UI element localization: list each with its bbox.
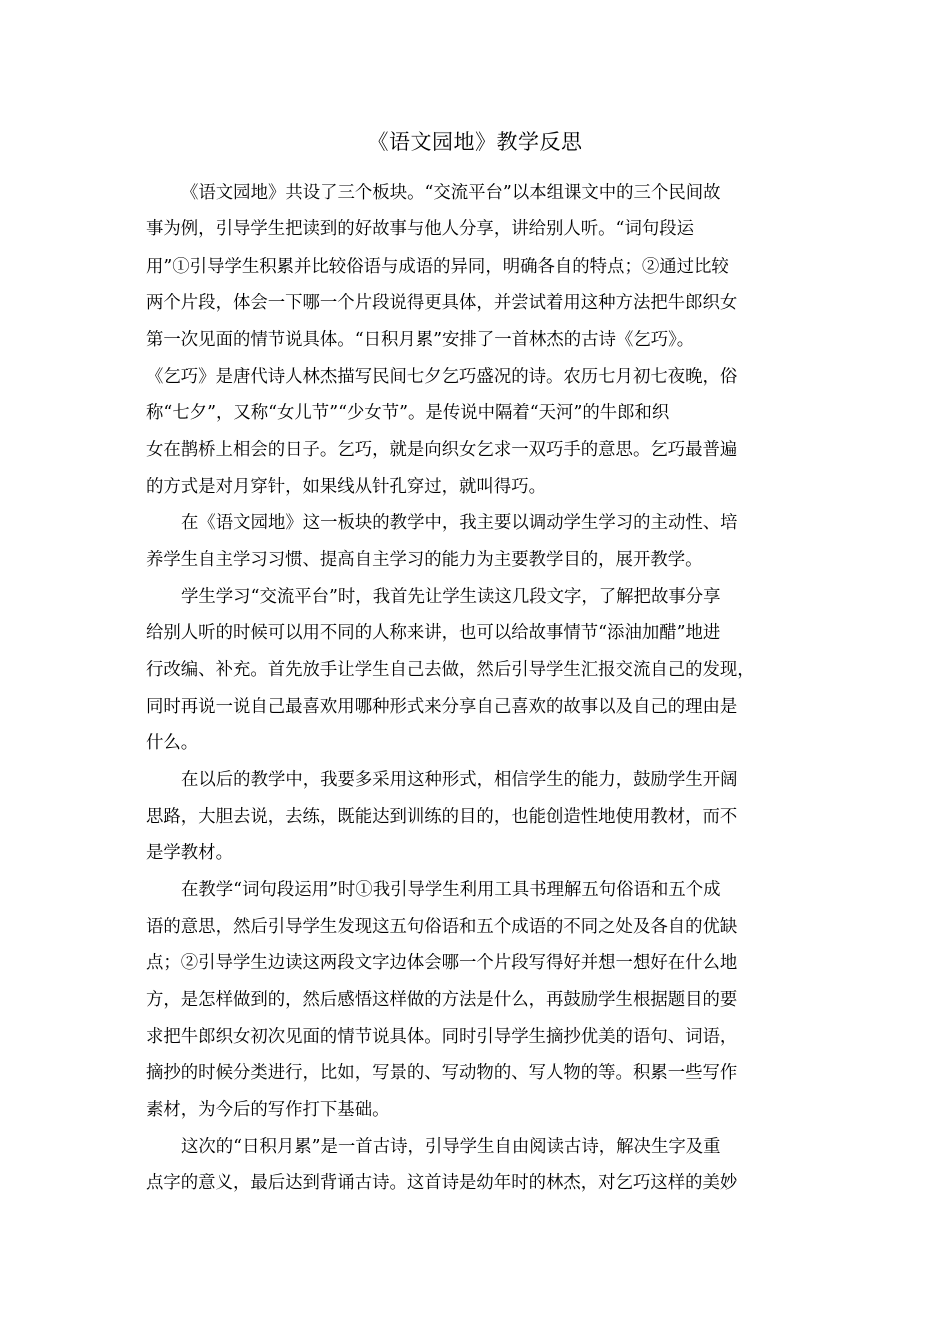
body-line: 用”①引导学生积累并比较俗语与成语的异同，明确各自的特点；②通过比较 bbox=[146, 257, 729, 277]
body-line: 思路，大胆去说，去练，既能达到训练的目的，也能创造性地使用教材，而不 bbox=[146, 807, 738, 827]
body-line: 在《语文园地》这一板块的教学中，我主要以调动学生学习的主动性、培 bbox=[181, 513, 738, 533]
body-line: 素材，为今后的写作打下基础。 bbox=[146, 1100, 390, 1120]
body-line: 求把牛郎织女初次见面的情节说具体。同时引导学生摘抄优美的语句、词语， bbox=[146, 1027, 738, 1047]
body-line: 第一次见面的情节说具体。“日积月累”安排了一首林杰的古诗《乞巧》。 bbox=[146, 330, 695, 350]
body-line: 点；②引导学生边读这两段文字边体会哪一个片段写得好并想一想好在什么地 bbox=[146, 953, 738, 973]
body-line: 的方式是对月穿针，如果线从针孔穿过，就叫得巧。 bbox=[146, 477, 546, 497]
body-line: 是学教材。 bbox=[146, 843, 233, 863]
body-line: 行改编、补充。首先放手让学生自己去做，然后引导学生汇报交流自己的发现， bbox=[146, 660, 755, 680]
body-line: 在以后的教学中，我要多采用这种形式，相信学生的能力，鼓励学生开阔 bbox=[181, 770, 738, 790]
body-line: 点字的意义，最后达到背诵古诗。这首诗是幼年时的林杰，对乞巧这样的美妙 bbox=[146, 1173, 738, 1193]
body-line: 这次的“日积月累”是一首古诗，引导学生自由阅读古诗，解决生字及重 bbox=[181, 1137, 721, 1157]
document-title: 《语文园地》教学反思 bbox=[367, 130, 583, 154]
body-line: 养学生自主学习习惯、提高自主学习的能力为主要教学目的，展开教学。 bbox=[146, 550, 703, 570]
body-line: 摘抄的时候分类进行，比如，写景的、写动物的、写人物的等。积累一些写作 bbox=[146, 1063, 738, 1083]
body-line: 同时再说一说自己最喜欢用哪种形式来分享自己喜欢的故事以及自己的理由是 bbox=[146, 697, 738, 717]
body-line: 《乞巧》是唐代诗人林杰描写民间七夕乞巧盛况的诗。农历七月初七夜晚，俗 bbox=[146, 367, 738, 387]
body-line: 方，是怎样做到的，然后感悟这样做的方法是什么，再鼓励学生根据题目的要 bbox=[146, 990, 738, 1010]
body-line: 事为例，引导学生把读到的好故事与他人分享，讲给别人听。“词句段运 bbox=[146, 219, 695, 239]
body-line: 给别人听的时候可以用不同的人称来讲，也可以给故事情节“添油加醋”地进 bbox=[146, 623, 721, 643]
body-line: 什么。 bbox=[146, 733, 199, 753]
body-line: 两个片段，体会一下哪一个片段说得更具体，并尝试着用这种方法把牛郎织女 bbox=[146, 293, 738, 313]
body-line: 《语文园地》共设了三个板块。“交流平台”以本组课文中的三个民间故 bbox=[181, 183, 721, 203]
body-line: 女在鹊桥上相会的日子。乞巧，就是向织女乞求一双巧手的意思。乞巧最普遍 bbox=[146, 440, 738, 460]
body-line: 语的意思，然后引导学生发现这五句俗语和五个成语的不同之处及各自的优缺 bbox=[146, 917, 738, 937]
body-line: 学生学习“交流平台”时，我首先让学生读这几段文字，了解把故事分享 bbox=[181, 587, 721, 607]
body-line: 称“七夕”，又称“女儿节”“少女节”。是传说中隔着“天河”的牛郎和织 bbox=[146, 403, 670, 423]
body-line: 在教学“词句段运用”时①我引导学生利用工具书理解五句俗语和五个成 bbox=[181, 880, 721, 900]
